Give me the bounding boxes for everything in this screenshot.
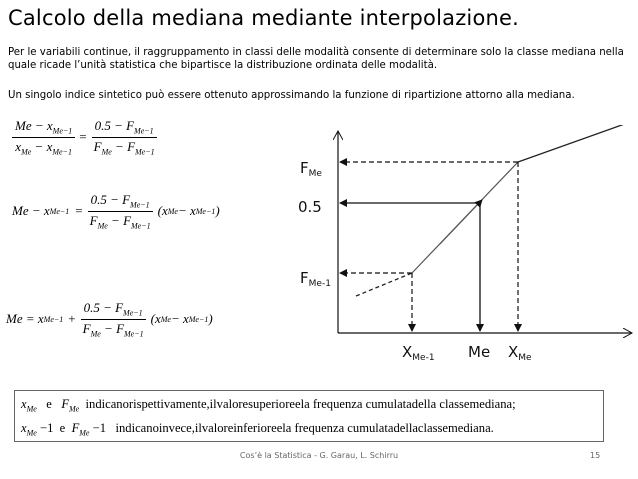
- slide-title: Calcolo della mediana mediante interpolazione.: [8, 6, 520, 30]
- notes-box: [14, 390, 604, 442]
- formula-median: Me = x Me−1 + $\frac{0.5 - F_{Me-1}}{F_{Me} - F_{Me-1}}$ (x Me − x Me−1 ): [6, 300, 213, 339]
- ecdf-right: [518, 125, 633, 162]
- segment-arrow: [440, 200, 482, 244]
- label-xme1: $X_{Me-1}$: [402, 343, 435, 363]
- label-xme: $X_{Me}$: [508, 343, 532, 363]
- label-half: 0.5: [298, 198, 322, 216]
- formula-ratio-lhs: $\frac{Me - x_{Me-1}}{x_{Me} - x_{Me-1}}$: [12, 118, 75, 156]
- interpolation-graph: [290, 125, 635, 375]
- label-fme: $F_{Me}$: [300, 159, 322, 179]
- formula-ratio-rhs: $\frac{0.5 - F_{Me-1}}{F_{Me} - F_{Me-1}}$: [91, 118, 158, 156]
- formula-ratio: $\frac{Me - x_{Me-1}}{x_{Me} - x_{Me-1}}$ = $\frac{0.5 - F_{Me-1}}{F_{Me} - F_{Me-1}}$: [8, 118, 162, 156]
- page-number: 15: [590, 451, 601, 460]
- label-me: Me: [468, 343, 491, 361]
- label-fme1: $F_{Me-1}$: [300, 269, 331, 289]
- formula-difference: Me − x Me−1 = $\frac{0.5 - F_{Me-1}}{F_{Me} - F_{Me-1}}$ (x Me − x Me−1 ): [12, 192, 220, 231]
- summary-paragraph: Un singolo indice sintetico può essere ottenuto approssimando la funzione di ripartizione attorno alla mediana.: [8, 90, 575, 101]
- note-line-1: $x_{Me}$ e $F_{Me}$ indicanorispettivamente,ilvaloresuperioreela frequenza cumulatadella classemediana;: [21, 397, 516, 414]
- note-line-2: $x_{Me} -1$ e $F_{Me} -1$ indicanoinvece,ilvaloreinferioreela frequenza cumulatadellaclassemediana.: [21, 421, 494, 438]
- footer-text: Cos’è la Statistica - G. Garau, L. Schirru: [239, 451, 399, 460]
- intro-paragraph: Per le variabili continue, il raggruppamento in classi delle modalità consente di determinare solo la classe mediana nella quale ricade l’unità statistica che bipartisce la distribuzione ordinata delle modalità.: [8, 47, 624, 71]
- ecdf-left-dashed: [356, 273, 412, 296]
